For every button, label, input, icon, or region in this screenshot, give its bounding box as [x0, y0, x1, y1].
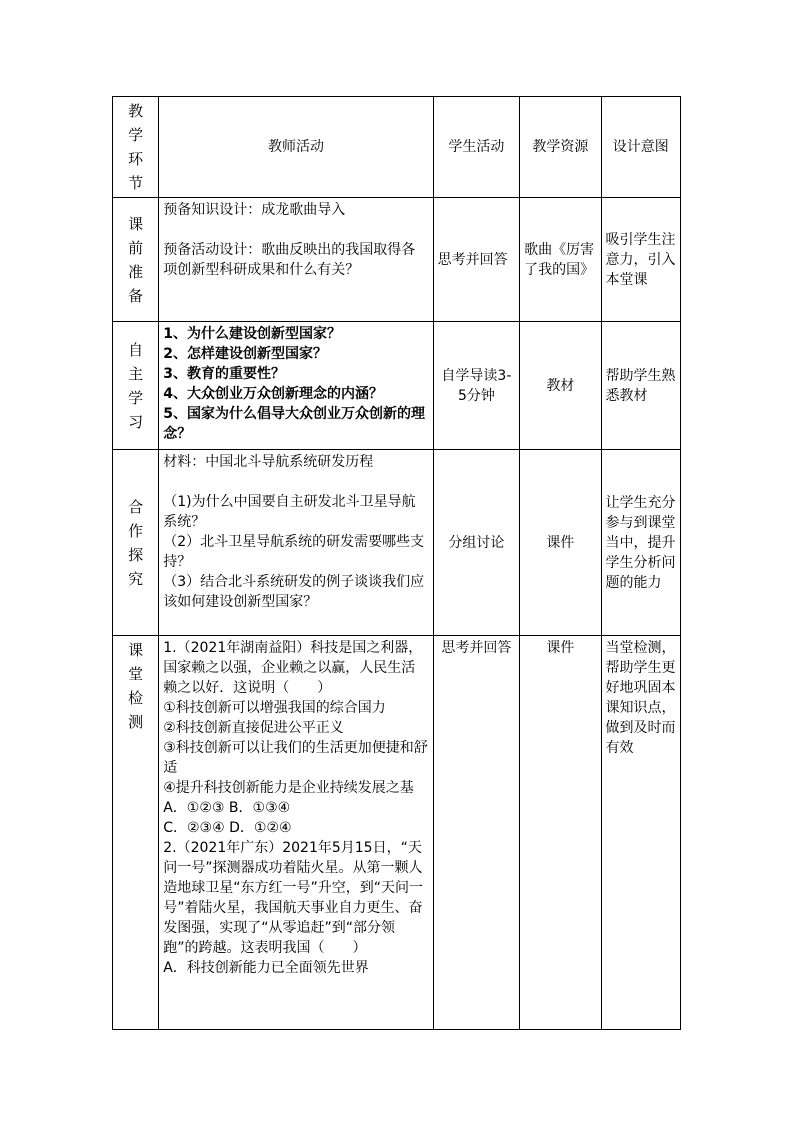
stage-cell: 课前准备	[113, 198, 159, 322]
row-self-study	[113, 322, 681, 450]
intent-cell: 当堂检测，帮助学生更好地巩固本课知识点，做到及时而有效	[601, 636, 680, 1030]
header-resource: 教学资源	[520, 97, 601, 198]
student-cell: 思考并回答	[433, 636, 519, 1030]
row-cooperation	[113, 450, 681, 636]
lesson-plan-table	[112, 96, 681, 1030]
teacher-cell: 1.（2021年湖南益阳）科技是国之利器，国家赖之以强，企业赖之以赢，人民生活赖之以好．这说明（ ） ①科技创新可以增强我国的综合国力 ②科技创新直接促进公平正义 ③科技创新可以让我们的生活更加便捷和舒适 ④提升科技创新能力是企业持续发展之基 A．①②③ B．①③④ C．②③④ D．①②④ 2.（2021年广东）2021年5月15日，“天问一号”探测器成功着陆火星。从第一颗人造地球卫星“东方红一号”升空，到“天问一号”着陆火星，我国航天事业自力更生、奋发图强，实现了“从零追赶”到“部分领跑”的跨越。这表明我国（ ） A．科技创新能力已全面领先世界	[159, 636, 433, 1030]
student-cell: 自学导读3-5分钟	[433, 322, 519, 450]
teacher-cell: 预备知识设计：成龙歌曲导入 预备活动设计：歌曲反映出的我国取得各项创新型科研成果和什么有关？	[159, 198, 433, 322]
header-student: 学生活动	[433, 97, 519, 198]
stage-cell: 自主学习	[113, 322, 159, 450]
resource-cell: 课件	[520, 636, 601, 1030]
intent-cell: 帮助学生熟悉教材	[601, 322, 680, 450]
teacher-cell: 材料：中国北斗导航系统研发历程 （1)为什么中国要自主研发北斗卫星导航系统？ （2）北斗卫星导航系统的研发需要哪些支持？ （3）结合北斗系统研发的例子谈谈我们应该如何建设创新型国家？	[159, 450, 433, 636]
student-cell: 思考并回答	[433, 198, 519, 322]
intent-cell: 让学生充分参与到课堂当中，提升学生分析问题的能力	[601, 450, 680, 636]
student-cell: 分组讨论	[433, 450, 519, 636]
resource-cell: 教材	[520, 322, 601, 450]
resource-cell: 课件	[520, 450, 601, 636]
intent-cell: 吸引学生注意力，引入本堂课	[601, 198, 680, 322]
teacher-cell: 1、为什么建设创新型国家？ 2、怎样建设创新型国家？ 3、教育的重要性？ 4、大众创业万众创新理念的内涵？ 5、国家为什么倡导大众创业万众创新的理念？	[159, 322, 433, 450]
header-row	[113, 97, 681, 198]
header-intent: 设计意图	[601, 97, 680, 198]
header-teacher: 教师活动	[159, 97, 433, 198]
stage-cell: 合作探究	[113, 450, 159, 636]
stage-cell: 课堂检测	[113, 636, 159, 1030]
row-classroom-test	[113, 636, 681, 1030]
header-stage: 教学环节	[113, 97, 159, 198]
resource-cell: 歌曲《厉害了我的国》	[520, 198, 601, 322]
row-preparation	[113, 198, 681, 322]
